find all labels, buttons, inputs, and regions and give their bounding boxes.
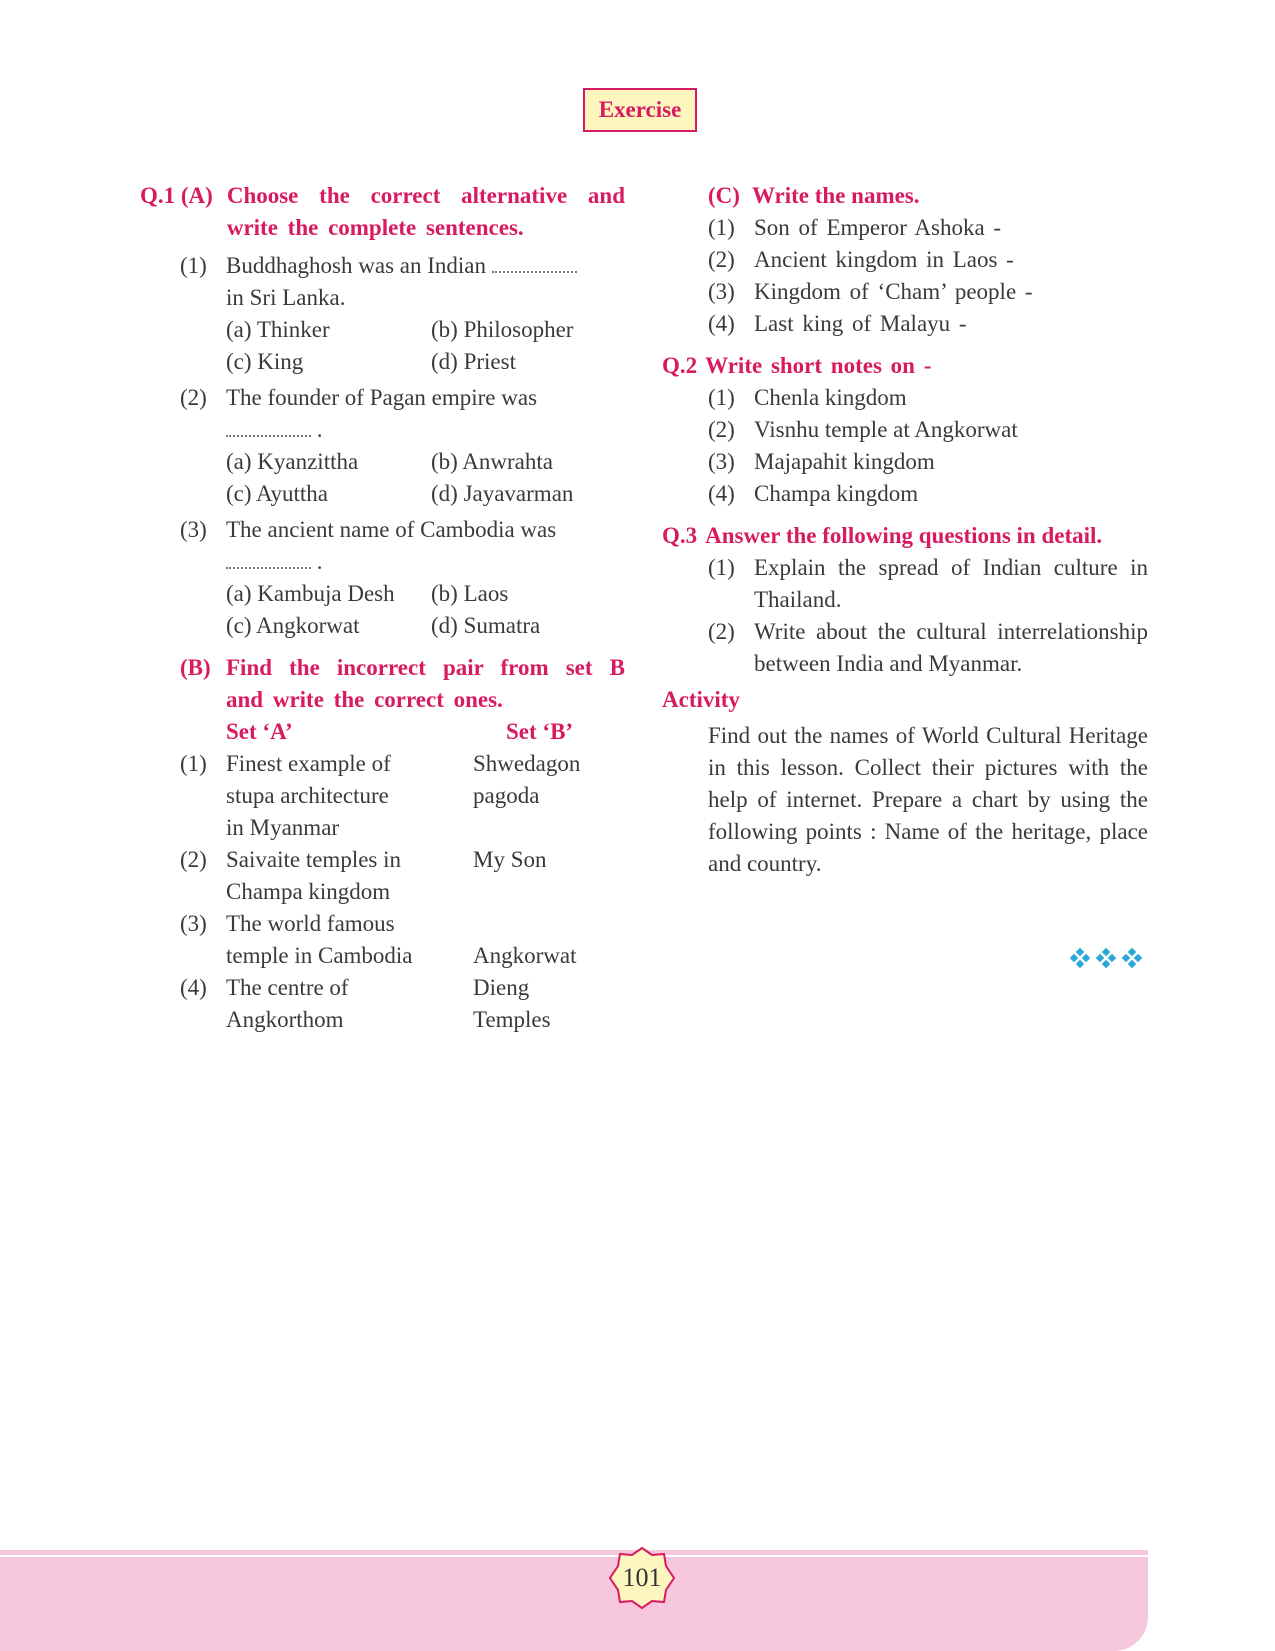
list-item	[708, 212, 1148, 244]
q1c-items	[662, 212, 1148, 340]
mcq-text: The ancient name of Cambodia was	[226, 517, 557, 542]
cell-line: Champa kingdom	[226, 879, 391, 904]
mcq-text: The founder of Pagan empire was	[226, 385, 538, 410]
diamond-cluster-icon	[1068, 945, 1148, 971]
list-item	[708, 276, 1148, 308]
set-row-1	[180, 748, 625, 844]
cell-line: Finest example of	[226, 751, 391, 776]
set-b-header: Set ‘B’	[506, 719, 574, 744]
left-column	[140, 180, 625, 1036]
option: (c) Angkorwat	[226, 613, 360, 638]
set-b-cell	[473, 844, 625, 908]
cell-line: stupa architecture	[226, 783, 389, 808]
option: (c) King	[226, 349, 304, 374]
mcq-text-cont: in Sri Lanka.	[226, 285, 346, 310]
item-number: (2)	[708, 619, 735, 644]
q1c-heading	[662, 180, 1148, 212]
cell-line: Angkorthom	[226, 1007, 344, 1032]
list-item	[708, 616, 1148, 680]
item-number: (4)	[708, 311, 735, 336]
q1-title: Choose the correct alternative and write the complete sentences.	[226, 183, 625, 240]
item-number: (4)	[708, 481, 735, 506]
item-number: (1)	[708, 385, 735, 410]
cell-line: Dieng	[473, 975, 530, 1000]
set-a-cell	[226, 908, 473, 972]
option: (c) Ayuttha	[226, 481, 328, 506]
answer-blank	[226, 435, 311, 437]
cell-line: Saivaite temples in	[226, 847, 402, 872]
item-number: (2)	[708, 417, 735, 442]
item-text: Chenla kingdom	[754, 385, 907, 410]
set-b-cell	[473, 908, 625, 972]
set-row-2	[180, 844, 625, 908]
list-item	[708, 244, 1148, 276]
mcq-text: Buddhaghosh was an Indian	[226, 253, 486, 278]
mcq-question	[226, 250, 625, 314]
mcq-question	[226, 514, 625, 578]
mcq-number: (1)	[180, 253, 207, 278]
item-text: Explain the spread of Indian culture in Thailand.	[754, 555, 1148, 612]
answer-blank	[226, 567, 311, 569]
set-a-header: Set ‘A’	[226, 719, 293, 744]
mcq-item-3	[180, 514, 625, 578]
mcq-options-2	[180, 446, 625, 510]
list-item	[708, 478, 1148, 510]
set-a-cell	[226, 748, 473, 844]
option: (d) Priest	[431, 349, 516, 374]
list-item	[708, 308, 1148, 340]
set-headers	[180, 716, 625, 748]
mcq-item-2	[180, 382, 625, 446]
q3-heading	[662, 520, 1148, 552]
option: (d) Sumatra	[431, 613, 541, 638]
option: (b) Anwrahta	[431, 449, 553, 474]
mcq-text-cont: .	[316, 417, 323, 442]
item-number: (1)	[708, 215, 735, 240]
item-text: Ancient kingdom in Laos -	[754, 247, 1014, 272]
cell-line: Shwedagon	[473, 751, 581, 776]
exercise-heading: Exercise	[583, 88, 697, 132]
set-a-cell	[226, 844, 473, 908]
q3-items	[662, 552, 1148, 680]
q1b-label: (B)	[180, 655, 211, 680]
item-text: Majapahit kingdom	[754, 449, 935, 474]
item-number: (2)	[708, 247, 735, 272]
option: (a) Kyanzittha	[226, 449, 359, 474]
q1b-title: Find the incorrect pair from set B and write the correct ones.	[226, 655, 625, 712]
q3-title: Answer the following questions in detail.	[705, 523, 1103, 548]
set-b-cell	[473, 748, 625, 844]
cell-line: temple in Cambodia	[226, 943, 413, 968]
q1c-title: Write the names.	[751, 183, 920, 208]
cell-line: in Myanmar	[226, 815, 340, 840]
list-item	[708, 552, 1148, 616]
cell-line: Angkorwat	[473, 943, 577, 968]
item-text: Champa kingdom	[754, 481, 919, 506]
row-number: (3)	[180, 911, 207, 936]
item-number: (3)	[708, 449, 735, 474]
item-text: Visnhu temple at Angkorwat	[754, 417, 1018, 442]
q1c-label: (C)	[708, 183, 740, 208]
mcq-options-1	[180, 314, 625, 378]
q2-items	[662, 382, 1148, 510]
set-row-3	[180, 908, 625, 972]
mcq-question	[226, 382, 625, 446]
mcq-item-1	[180, 250, 625, 314]
row-number: (2)	[180, 847, 207, 872]
footer-line	[0, 1555, 1148, 1557]
q1-number: Q.1 (A)	[140, 183, 213, 208]
option: (b) Philosopher	[431, 317, 574, 342]
diamond-cluster-icon	[1068, 945, 1148, 971]
q1b-heading	[180, 652, 625, 716]
option: (b) Laos	[431, 581, 509, 606]
set-a-cell	[226, 972, 473, 1036]
right-column	[662, 180, 1148, 880]
option: (a) Thinker	[226, 317, 330, 342]
cell-line: The centre of	[226, 975, 349, 1000]
q3-number: Q.3	[662, 523, 698, 548]
activity-text: Find out the names of World Cultural Heritage in this lesson. Collect their pictures with the help of internet. Prepare a chart by using the following points : Name of the heritage, place and country.	[708, 723, 1148, 876]
item-text: Son of Emperor Ashoka -	[754, 215, 1002, 240]
item-number: (3)	[708, 279, 735, 304]
cell-line: pagoda	[473, 783, 540, 808]
cell-line: The world famous	[226, 911, 395, 936]
answer-blank	[492, 271, 577, 273]
list-item	[708, 382, 1148, 414]
item-text: Write about the cultural interrelationship between India and Myanmar.	[754, 619, 1148, 676]
set-row-4	[180, 972, 625, 1036]
item-text: Last king of Malayu -	[754, 311, 967, 336]
list-item	[708, 446, 1148, 478]
q2-number: Q.2	[662, 353, 698, 378]
footer-band	[0, 1550, 1148, 1651]
q2-title: Write short notes on -	[705, 353, 932, 378]
activity-title: Activity	[662, 687, 740, 712]
mcq-number: (3)	[180, 517, 207, 542]
mcq-number: (2)	[180, 385, 207, 410]
q2-heading	[662, 350, 1148, 382]
q1-heading	[140, 180, 625, 244]
set-b-cell	[473, 972, 625, 1036]
row-number: (1)	[180, 751, 207, 776]
list-item	[708, 414, 1148, 446]
row-number: (4)	[180, 975, 207, 1000]
cell-line: My Son	[473, 847, 547, 872]
mcq-text-cont: .	[316, 549, 323, 574]
item-text: Kingdom of ‘Cham’ people -	[754, 279, 1033, 304]
option: (a) Kambuja Desh	[226, 581, 395, 606]
page-number: 101	[622, 1563, 662, 1592]
q1-items	[140, 250, 625, 1036]
cell-line: Temples	[473, 1007, 551, 1032]
item-number: (1)	[708, 555, 735, 580]
mcq-options-3	[180, 578, 625, 642]
option: (d) Jayavarman	[431, 481, 574, 506]
